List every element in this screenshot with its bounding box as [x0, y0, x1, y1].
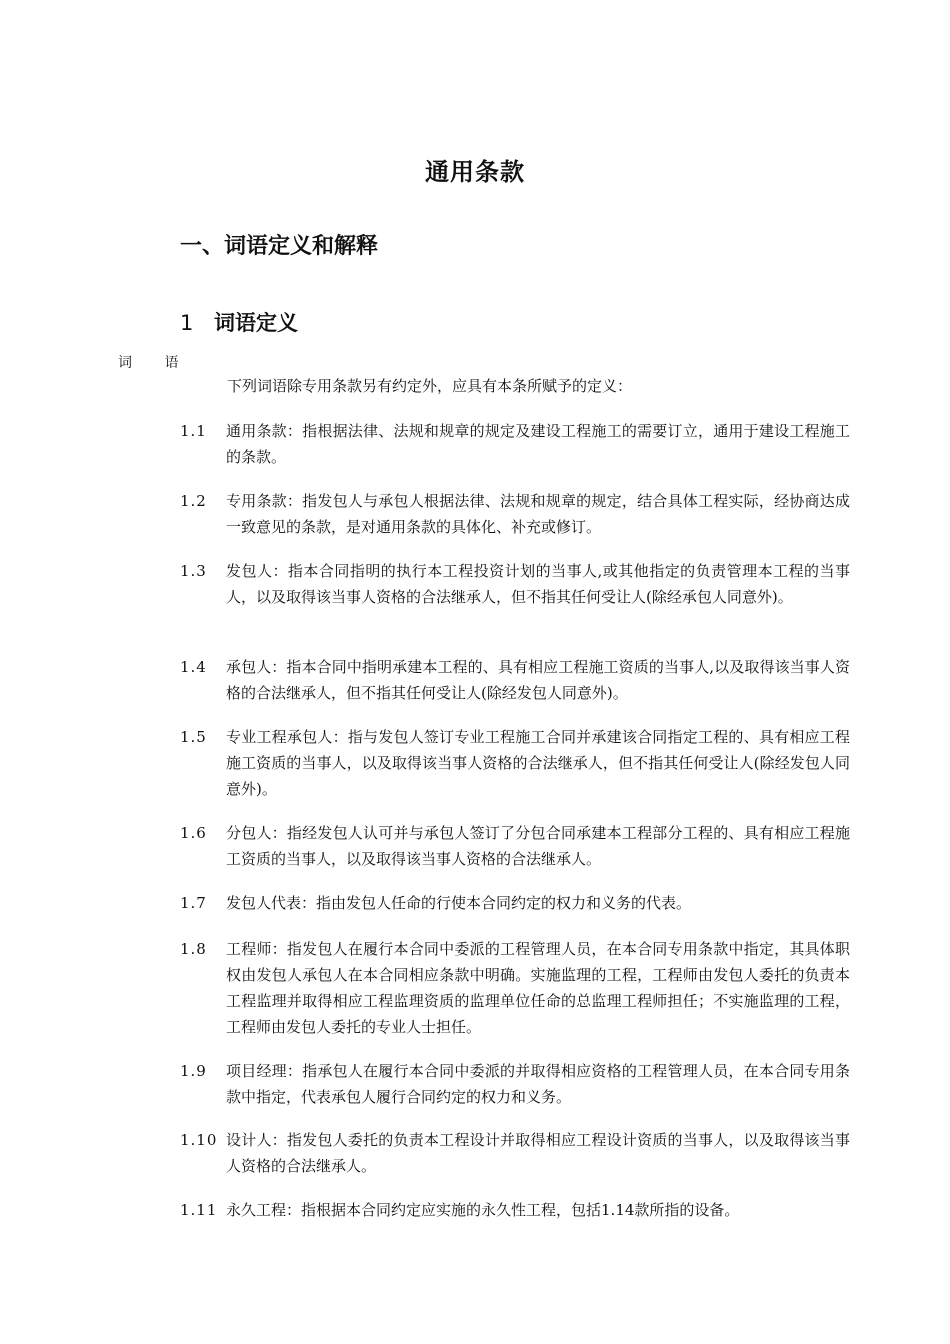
intro-paragraph: 下列词语除专用条款另有约定外，应具有本条所赋予的定义： — [227, 377, 633, 395]
clause-text: 设计人：指发包人委托的负责本工程设计并取得相应工程设计资质的当事人，以及取得该当事人资格的合法继承人。 — [226, 1131, 850, 1175]
clause-text: 工程师：指发包人在履行本合同中委派的工程管理人员，在本合同专用条款中指定，其具体职权由发包人承包人在本合同相应条款中明确。实施监理的工程，工程师由发包人委托的负责本工程监理并取得相应工程监理资质的监理单位任命的总监理工程师担任；不实施监理的工程，工程师由发包人委托的专业人士担任。 — [226, 940, 850, 1036]
clause-number: 1.4 — [180, 658, 207, 676]
clause — [180, 1197, 850, 1223]
clause — [180, 558, 850, 610]
clause — [180, 724, 850, 802]
clause — [180, 418, 850, 470]
clause-number: 1.3 — [180, 562, 207, 580]
clause-number: 1.10 — [180, 1131, 218, 1149]
clause-text: 发包人：指本合同指明的执行本工程投资计划的当事人,或其他指定的负责管理本工程的当事人，以及取得该当事人资格的合法继承人，但不指其任何受让人(除经承包人同意外)。 — [226, 562, 850, 606]
clause-text: 通用条款：指根据法律、法规和规章的规定及建设工程施工的需要订立，通用于建设工程施工的条款。 — [226, 422, 850, 466]
clause-number: 1.9 — [180, 1062, 207, 1080]
sub-heading-number: 1 — [180, 311, 194, 335]
clause-number: 1.1 — [180, 422, 207, 440]
clause-number: 1.6 — [180, 824, 207, 842]
clause-text: 发包人代表：指由发包人任命的行使本合同约定的权力和义务的代表。 — [226, 894, 692, 912]
clause-text: 分包人：指经发包人认可并与承包人签订了分包合同承建本工程部分工程的、具有相应工程施工资质的当事人，以及取得该当事人资格的合法继承人。 — [226, 824, 850, 868]
clause — [180, 1127, 850, 1179]
document-title: 通用条款 — [425, 158, 525, 186]
clause-text: 项目经理：指承包人在履行本合同中委派的并取得相应资格的工程管理人员，在本合同专用条款中指定，代表承包人履行合同约定的权力和义务。 — [226, 1062, 850, 1106]
margin-note: 词 语 — [118, 355, 193, 371]
clause-text: 专用条款：指发包人与承包人根据法律、法规和规章的规定，结合具体工程实际，经协商达成一致意见的条款，是对通用条款的具体化、补充或修订。 — [226, 492, 850, 536]
clause-number: 1.8 — [180, 940, 207, 958]
clause-text: 永久工程：指根据本合同约定应实施的永久性工程，包括1.14款所指的设备。 — [226, 1201, 740, 1219]
clause-text: 专业工程承包人：指与发包人签订专业工程施工合同并承建该合同指定工程的、具有相应工程施工资质的当事人，以及取得该当事人资格的合法继承人，但不指其任何受让人(除经发包人同意外)。 — [226, 728, 850, 798]
clause-number: 1.5 — [180, 728, 207, 746]
clause — [180, 488, 850, 540]
clause-number: 1.2 — [180, 492, 207, 510]
sub-heading — [180, 307, 298, 337]
sub-heading-label: 词语定义 — [214, 311, 298, 335]
clause-number: 1.7 — [180, 894, 207, 912]
clause — [180, 936, 850, 1040]
clause-text: 承包人：指本合同中指明承建本工程的、具有相应工程施工资质的当事人,以及取得该当事人资格的合法继承人，但不指其任何受让人(除经发包人同意外)。 — [226, 658, 850, 702]
clause — [180, 890, 850, 916]
clause — [180, 820, 850, 872]
clause — [180, 654, 850, 706]
clause-number: 1.11 — [180, 1201, 218, 1219]
clause — [180, 1058, 850, 1110]
section-heading: 一、词语定义和解释 — [180, 234, 379, 259]
